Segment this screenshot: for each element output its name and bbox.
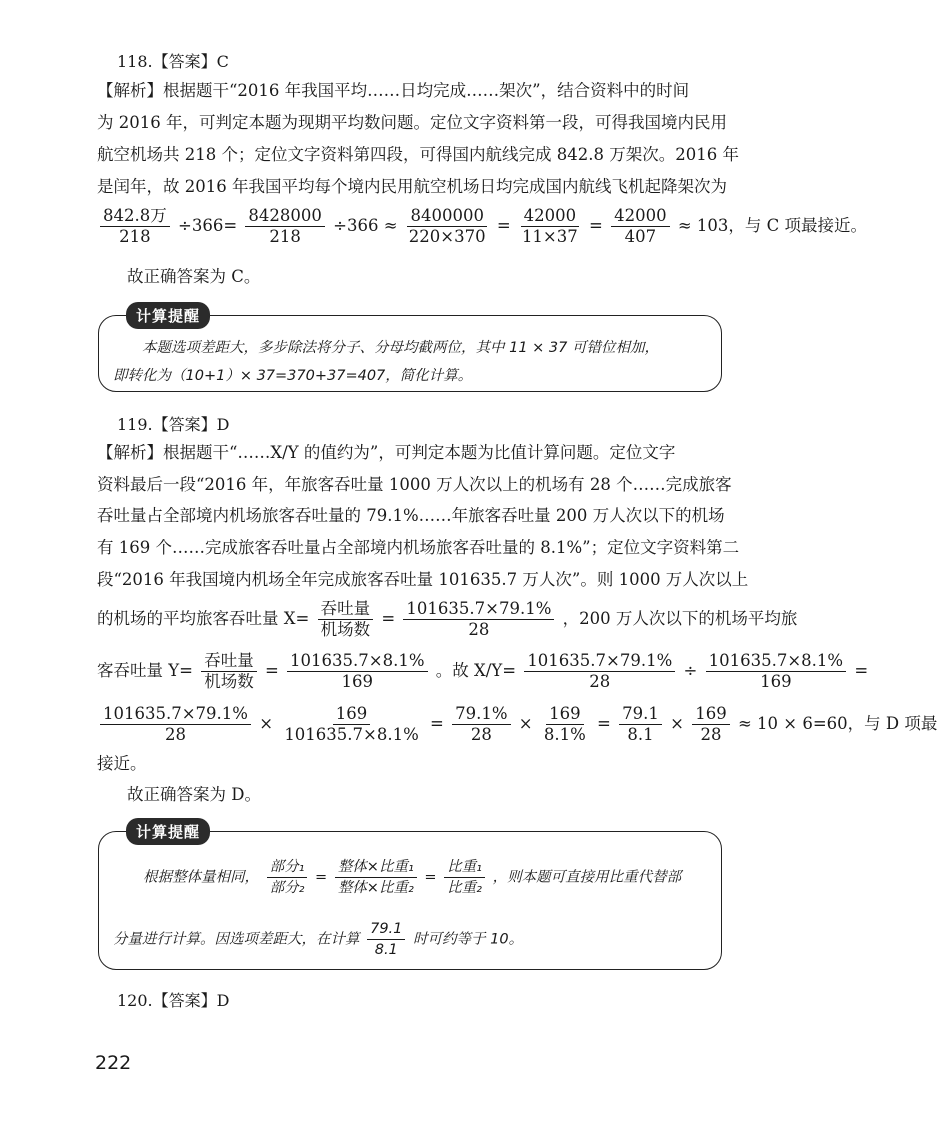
- fraction: $\frac{101635.7\times 79.1\%}{28}$: [100, 705, 251, 744]
- q118-analysis-line4: 是闰年，故 2016 年我国平均每个境内民用航空机场日均完成国内航线飞机起降架次为: [97, 177, 727, 196]
- q119-tip-label: 计算提醒: [126, 818, 210, 845]
- fraction: $\frac{169}{28}$: [692, 705, 730, 744]
- fraction: $\frac{101635.7\times 8.1\%}{169}$: [706, 652, 846, 691]
- q118-equation: $\frac{\text{842.8万}}{218}$ ÷366= $\frac{8428000}{218}$ ÷366 ≈ $\frac{8400000}{220\times 370}$ = $\frac{42000}{11\times 37}$ = $\frac{42000}{407}$ ≈ 103，与 C 项最接近。: [97, 207, 867, 246]
- q118-analysis-line2: 为 2016 年，可判定本题为现期平均数问题。定位文字资料第一段，可得我国境内民用: [97, 113, 727, 132]
- fraction: $\frac{79.1}{8.1}$: [619, 705, 662, 744]
- fraction: $\frac{\text{842.8万}}{218}$: [100, 207, 170, 246]
- q119-analysis-line1: 【解析】根据题干“……X/Y 的值约为”，可判定本题为比值计算问题。定位文字: [97, 443, 676, 462]
- fraction: $\frac{\text{比重₁}}{\text{比重₂}}$: [444, 858, 485, 897]
- q119-analysis-line4: 有 169 个……完成旅客吞吐量占全部境内机场旅客吞吐量的 8.1%”；定位文字资料第二: [97, 538, 740, 557]
- q119-x-equation: 的机场的平均旅客吞吐量 X= $\frac{\text{吞吐量}}{\text{机场数}}$ = $\frac{101635.7\times 79.1\%}{28}$ ，200 万人次以下的机场平均旅: [97, 599, 798, 639]
- fraction: $\frac{\text{吞吐量}}{\text{机场数}}$: [201, 652, 257, 691]
- q118-tip-label: 计算提醒: [126, 302, 210, 329]
- q119-analysis-line3: 吞吐量占全部境内机场旅客吞吐量的 79.1%……年旅客吞吐量 200 万人次以下的机场: [97, 506, 725, 525]
- q119-tip-line2: 分量进行计算。因选项差距大，在计算 $\frac{79.1}{8.1}$ 时可约等于 10。: [113, 921, 524, 958]
- fraction: $\frac{169}{8.1\%}$: [543, 704, 586, 744]
- q118-tip-line2: 即转化为（10+1）× 37=370+37=407，简化计算。: [113, 368, 473, 384]
- q119-heading: 119.【答案】D: [117, 415, 230, 434]
- fraction: $\frac{8428000}{218}$: [245, 207, 325, 246]
- fraction: $\frac{42000}{11\times 37}$: [521, 206, 578, 246]
- fraction: $\frac{101635.7\times 79.1\%}{28}$: [403, 600, 554, 639]
- q119-analysis-line5: 段“2016 年我国境内机场全年完成旅客吞吐量 101635.7 万人次”。则 1000 万人次以上: [97, 570, 749, 589]
- fraction: $\frac{101635.7\times 79.1\%}{28}$: [524, 652, 675, 691]
- q119-tip-line1: 根据整体量相同， $\frac{\text{部分₁}}{\text{部分₂}}$ = $\frac{\text{整体×比重₁}}{\text{整体×比重₂}}$ = $\frac{\text{比重₁}}{\text{比重₂}}$ ，则本题可直接用比重代替部: [143, 859, 682, 896]
- fraction: $\frac{\text{部分₁}}{\text{部分₂}}$: [267, 858, 308, 897]
- q120-heading: 120.【答案】D: [117, 991, 230, 1010]
- q118-analysis-line3: 航空机场共 218 个；定位文字资料第四段，可得国内航线完成 842.8 万架次。2016 年: [97, 145, 739, 164]
- q119-ratio-equation: $\frac{101635.7\times 79.1\%}{28}$ × $\frac{169}{101635.7\times 8.1\%}$ = $\frac{79.1\%}{28}$ × $\frac{169}{8.1\%}$ = $\frac{79.1}{8.1}$ × $\frac{169}{28}$ ≈ 10 × 6=60，与 D 项最: [97, 705, 937, 744]
- q118-heading: 118.【答案】C: [117, 52, 229, 71]
- fraction: $\frac{101635.7\times 8.1\%}{169}$: [287, 652, 427, 691]
- fraction: $\frac{79.1}{8.1}$: [367, 920, 405, 959]
- fraction: $\frac{\text{吞吐量}}{\text{机场数}}$: [318, 600, 374, 639]
- q119-analysis-end: 接近。: [97, 754, 147, 773]
- fraction: $\frac{\text{整体×比重₁}}{\text{整体×比重₂}}$: [335, 858, 417, 897]
- fraction: $\frac{169}{101635.7\times 8.1\%}$: [284, 704, 419, 744]
- q118-tip-line1: 本题选项差距大，多步除法将分子、分母均截两位，其中 11 × 37 可错位相加，: [142, 340, 659, 356]
- q119-y-equation: 客吞吐量 Y= $\frac{\text{吞吐量}}{\text{机场数}}$ = $\frac{101635.7\times 8.1\%}{169}$ 。故 X/Y= $\frac{101635.7\times 79.1\%}{28}$ ÷ $\frac{101635.7\times 8.1\%}{169}$ =: [97, 651, 869, 691]
- fraction: $\frac{79.1\%}{28}$: [452, 705, 510, 744]
- q119-analysis-line2: 资料最后一段“2016 年，年旅客吞吐量 1000 万人次以上的机场有 28 个……完成旅客: [97, 475, 732, 494]
- q118-conclusion: 故正确答案为 C。: [127, 267, 261, 286]
- fraction: $\frac{42000}{407}$: [611, 207, 670, 246]
- fraction: $\frac{8400000}{220\times 370}$: [408, 206, 486, 246]
- q119-conclusion: 故正确答案为 D。: [127, 785, 261, 804]
- page-number: 222: [95, 1052, 132, 1074]
- q118-analysis-line1: 【解析】根据题干“2016 年我国平均……日均完成……架次”，结合资料中的时间: [97, 81, 690, 100]
